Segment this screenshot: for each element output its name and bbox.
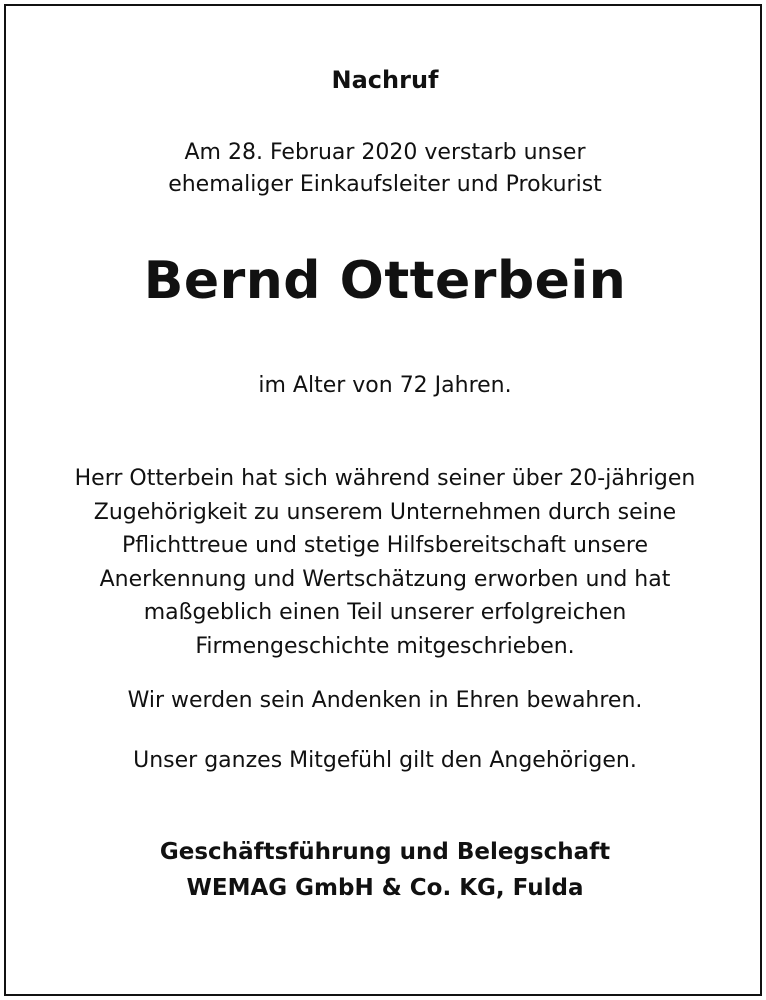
tribute-line: Pflichttreue und stetige Hilfsbereitschaft unsere [121, 533, 649, 558]
obituary-frame [4, 4, 762, 996]
tribute-line: Anerkennung und Wertschätzung erworben und hat [99, 566, 671, 592]
tribute-line: Herr Otterbein hat sich während seiner über 20-jährigen [74, 466, 696, 491]
tribute-line: maßgeblich einen Teil unserer erfolgreichen [143, 600, 627, 625]
tribute-line: Firmengeschichte mitgeschrieben. [195, 633, 575, 659]
company-line: WEMAG GmbH & Co. KG, Fulda [186, 875, 584, 901]
notice-heading: Nachruf [331, 66, 439, 94]
tribute-text [6, 462, 764, 663]
remembrance-text: Wir werden sein Andenken in Ehren bewahren. [127, 688, 643, 713]
signature-block [6, 834, 764, 906]
intro-line: ehemaliger Einkaufsleiter und Prokurist [168, 172, 602, 197]
intro-line: Am 28. Februar 2020 verstarb unser [184, 140, 586, 165]
deceased-name: Bernd Otterbein [143, 251, 627, 311]
tribute-line: Zugehörigkeit zu unserem Unternehmen durch seine [93, 499, 677, 525]
age-text: im Alter von 72 Jahren. [258, 373, 512, 398]
intro-text [6, 137, 764, 201]
condolence-text: Unser ganzes Mitgefühl gilt den Angehörigen. [133, 748, 637, 773]
signature-line: Geschäftsführung und Belegschaft [159, 839, 611, 865]
